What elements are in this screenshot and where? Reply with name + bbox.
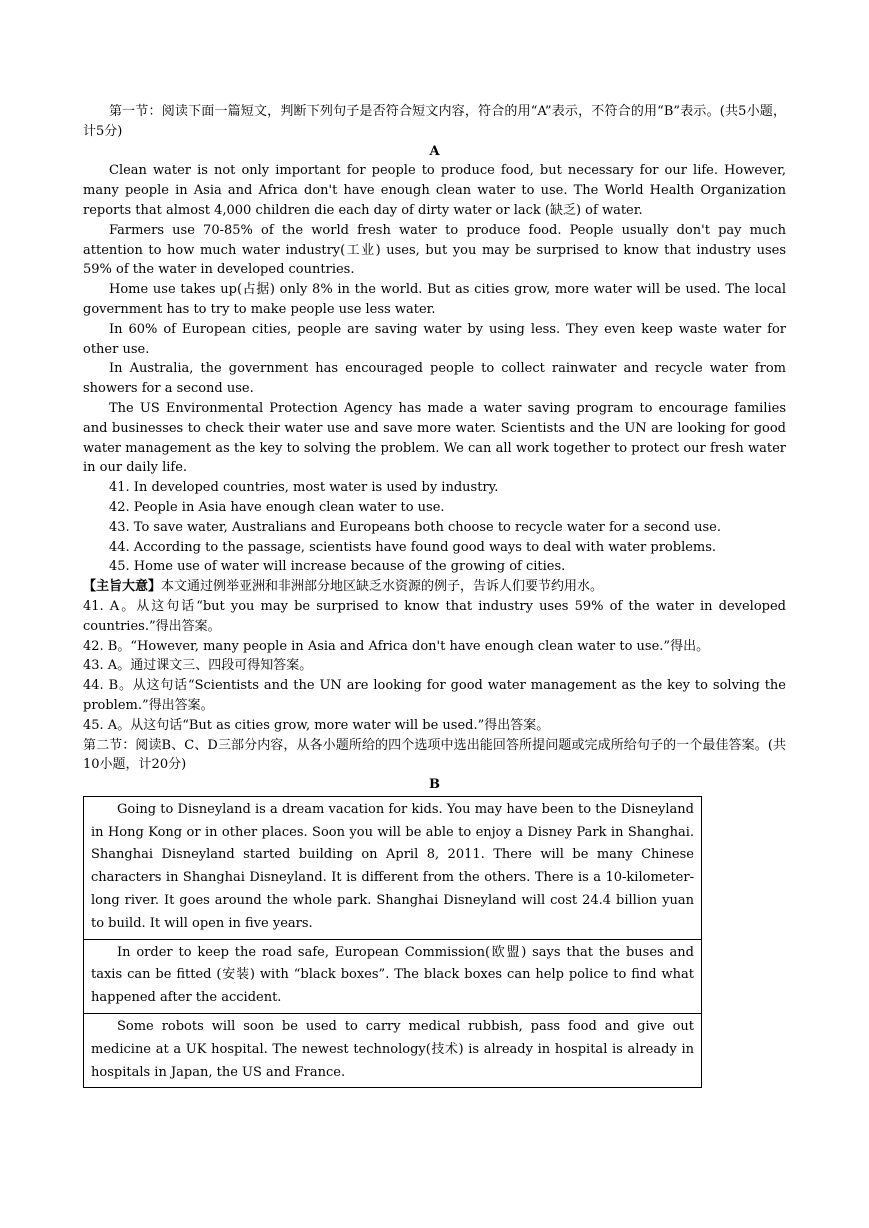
passage-b-box-3-text: Some robots will soon be used to carry medical rubbish, pass food and give out medicine at a UK hospital. The newest technology(技术) is already in hospital is already in hospitals in Japan, the US and France.: [91, 1019, 694, 1080]
document-page: [83, 102, 786, 1088]
answer-42: 42. B。“However, many people in Asia and Africa don't have enough clean water to use.”得出。: [83, 638, 710, 654]
passage-b-box-1: [84, 797, 701, 940]
section2-instruction: 第二节：阅读B、C、D三部分内容，从各小题所给的四个选项中选出能回答所提问题或完成所给句子的一个最佳答案。(共10小题，计20分): [83, 737, 786, 773]
question-43: 43. To save water, Australians and Europeans both choose to recycle water for a second use.: [109, 519, 721, 535]
passage-b-box-2: [84, 940, 701, 1014]
question-41: 41. In developed countries, most water is used by industry.: [109, 480, 499, 496]
passage-a-paragraph-5: In Australia, the government has encouraged people to collect rainwater and recycle water from showers for a second use.: [83, 361, 786, 397]
summary: [83, 577, 786, 597]
question-42: 42. People in Asia have enough clean water to use.: [109, 499, 445, 515]
section1-instruction: 第一节：阅读下面一篇短文，判断下列句子是否符合短文内容，符合的用“A”表示，不符合的用“B”表示。(共5小题，计5分): [83, 104, 786, 139]
question-44: 44. According to the passage, scientists have found good ways to deal with water problems.: [109, 539, 717, 555]
answer-43: 43. A。通过课文三、四段可得知答案。: [83, 658, 313, 674]
passage-b-label: B: [429, 777, 440, 793]
passage-a-paragraph-1: Clean water is not only important for people to produce food, but necessary for our life. However, many people in Asia and Africa don't have enough clean water to use. The World Health Organization reports that almost 4,000 children die each day of dirty water or lack (缺乏) of water.: [83, 163, 786, 218]
passage-a-paragraph-4: In 60% of European cities, people are saving water by using less. They even keep waste water for other use.: [83, 321, 786, 357]
passage-a-paragraph-6: The US Environmental Protection Agency has made a water saving program to encourage families and businesses to check their water use and save more water. Scientists and the UN are looking for good water management as the key to solving the problem. We can all work together to protect our fresh water in our daily life.: [83, 400, 786, 476]
answer-41: 41. A。从这句话“but you may be surprised to know that industry uses 59% of the water in developed countries.”得出答案。: [83, 598, 786, 634]
answer-45: 45. A。从这句话“But as cities grow, more water will be used.”得出答案。: [83, 717, 550, 733]
summary-text: 本文通过例举亚洲和非洲部分地区缺乏水资源的例子，告诉人们要节约用水。: [161, 579, 604, 595]
question-45: 45. Home use of water will increase because of the growing of cities.: [109, 559, 566, 575]
passage-a-paragraph-2: Farmers use 70-85% of the world fresh water to produce food. People usually don't pay much attention to how much water industry(工业) uses, but you may be surprised to know that industry uses 59% of the water in developed countries.: [83, 222, 786, 278]
passage-a-label: A: [429, 143, 440, 159]
passage-b-box-3: [84, 1014, 701, 1088]
answer-44: 44. B。从这句话“Scientists and the UN are looking for good water management as the key to solving the problem.”得出答案。: [83, 678, 786, 713]
summary-label: 【主旨大意】: [83, 579, 162, 595]
passage-b-box-1-text: Going to Disneyland is a dream vacation for kids. You may have been to the Disneyland in Hong Kong or in other places. Soon you will be able to enjoy a Disney Park in Shanghai. Shanghai Disneyland started building on April 8, 2011. There will be many Chinese characters in Shanghai Disneyland. It is different from the others. There is a 10-kilometer-long river. It goes around the whole park. Shanghai Disneyland will cost 24.4 billion yuan to build. It will open in five years.: [91, 801, 694, 931]
passage-a-paragraph-3: Home use takes up(占据) only 8% in the world. But as cities grow, more water will be used. The local government has to try to make people use less water.: [83, 282, 786, 317]
passage-b-table: [83, 796, 702, 1089]
passage-b-box-2-text: In order to keep the road safe, European Commission(欧盟) says that the buses and taxis can be fitted (安装) with “black boxes”. The black boxes can help police to find what happened after the accident.: [91, 944, 694, 1006]
